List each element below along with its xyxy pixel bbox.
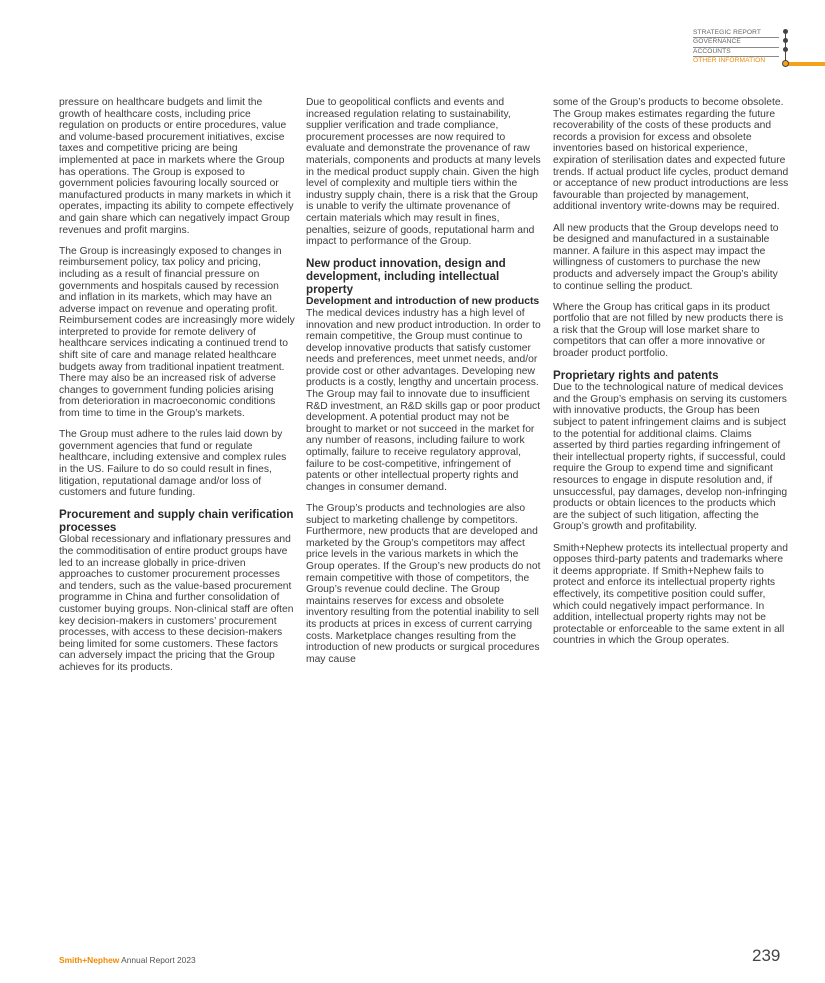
paragraph: some of the Group’s products to become obsolete. The Group makes estimates regarding the future recoverability of the costs of these products and records a provision for excess and obsolete inventories based on historical experience, expiration of sterilisation dates and expected future trends. If actual product life cycles, product demand or acceptance of new product introductions are less favourable than projected by management, additional inventory write-downs may be required. [553,97,789,213]
paragraph: The Group must adhere to the rules laid down by government agencies that fund or regulate healthcare, including extensive and complex rules in the US. Failure to do so could result in fines, litigation, reputational damage and/or loss of customers and future funding. [59,429,287,499]
text-column-3 [553,97,789,657]
paragraph: The medical devices industry has a high level of innovation and new product introduction. In order to remain competitive, the Group must continue to develop innovative products that satisfy customer needs and preferences, meet unmet needs, and/or provide cost or other advantages. Developing new products is a costly, lengthy and uncertain process. The Group may fail to innovate due to insufficient R&D investment, an R&D skills gap or poor product development. A potential product may not be brought to market or not succeed in the market for any number of reasons, including failure to work optimally, failure to receive regulatory approval, failure to be cost-competitive, infringement of patents or other intellectual property rights and changes in consumer demand. [306,307,541,493]
nav-active-marker-icon [782,60,789,67]
footer [59,955,196,965]
paragraph: The Group’s products and technologies are also subject to marketing challenge by competitors. Furthermore, new products that are developed and marketed by the Group’s competitors may affect price levels in the various markets in which the Group operates. If the Group’s new products do not remain competitive with those of competitors, the Group’s revenue could decline. The Group maintains reserves for excess and obsolete inventory resulting from the potential inability to sell its products at prices in excess of current carrying costs. Marketplace changes resulting from the introduction of new products or surgical procedures may cause [306,503,541,665]
paragraph: Global recessionary and inflationary pressures and the commoditisation of entire product groups have led to an increase globally in price-driven approaches to customer procurement processes and tenders, such as the value-based procurement programme in China and further consolidation of customer buying groups. Non-clinical staff are often key decision-makers in customers’ procurement processes, with access to these decision-makers being limited for some customers. These factors can adversely impact the pricing that the Group achieves for its products. [59,534,294,673]
text-column-1 [59,97,295,683]
paragraph: Smith+Nephew protects its intellectual property and opposes third-party patents and trademarks where it deems appropriate. If Smith+Nephew fails to protect and enforce its intellectual property rights effectively, its competitive position could suffer, which could negatively impact performance. In addition, intellectual property rights may not be protectable or enforceable to the same extent in all countries in which the Group operates. [553,542,788,647]
nav-marker-icon [783,29,788,34]
nav-other-information[interactable]: OTHER INFORMATION [693,57,766,65]
section-nav [693,29,825,66]
nav-governance[interactable]: GOVERNANCE [693,38,779,47]
brand-name: Smith+Nephew [59,955,120,965]
section-heading: New product innovation, design and development, including intellectual property [306,257,506,297]
paragraph: Due to the technological nature of medical devices and the Group’s emphasis on serving its customers with innovative products, the Group has been subject to patent infringement claims and is subject to the potential for additional claims. Claims asserted by third parties regarding infringement of their intellectual property rights, if successful, could require the Group to expend time and significant resources to engage in dispute resolution and, if unsuccessful, pay damages, develop non-infringing products or obtain licences to the products which are the subject of such litigation, affecting the Group’s growth and profitability. [553,382,788,533]
section-heading: Proprietary rights and patents [553,369,719,383]
nav-strategic-report[interactable]: STRATEGIC REPORT [693,29,779,38]
report-title: Annual Report 2023 [119,955,196,965]
paragraph: Where the Group has critical gaps in its product portfolio that are not filled by new products there is a risk that the Group will lose market share to competitors that can offer a more innovative or broader product portfolio. [553,301,784,360]
paragraph: Due to geopolitical conflicts and events and increased regulation relating to sustainability, supplier verification and trade compliance, procurement processes are now required to evaluate and demonstrate the provenance of raw materials, components and products at many levels in the medical product supply chain. Given the high level of complexity and multiple tiers within the industry supply chain, there is a risk that the Group is unable to verify the ultimate provenance of certain materials which may result in fines, penalties, seizure of goods, reputational harm and impact to performance of the Group. [306,97,541,248]
paragraph: All new products that the Group develops need to be designed and manufactured in a sustainable manner. A failure in this aspect may impact the willingness of customers to purchase the new products and adversely impact the Group’s ability to continue selling the product. [553,222,779,292]
paragraph: The Group is increasingly exposed to changes in reimbursement policy, tax policy and pricing, including as a result of financial pressure on governments and hospitals caused by recession and inflation in its markets, which may have an adverse impact on revenue and operating profit. Reimbursement codes are increasingly more widely interpreted to provide for remote delivery of healthcare services indicating a continued trend to shift site of care and manage related healthcare budgets away from traditional inpatient treatment. There may also be an increased risk of adverse changes to government funding policies arising from deterioration in macroeconomic conditions from time to time in the Group’s markets. [59,245,295,420]
nav-active-bar [786,62,825,66]
nav-marker-icon [783,47,788,52]
section-heading: Procurement and supply chain verification processes [59,508,294,535]
nav-accounts[interactable]: ACCOUNTS [693,48,779,57]
nav-marker-icon [783,38,788,43]
text-column-2 [306,97,542,675]
page-number: 239 [752,946,781,965]
subsection-heading: Development and introduction of new products [306,296,540,308]
paragraph: pressure on healthcare budgets and limit the growth of healthcare costs, including price regulation on products or entire procedures, value and volume-based procurement initiatives, excise taxes and competitive pricing are being implemented at pace in markets where the Group has operations. The Group is exposed to government policies favouring locally sourced or manufactured products in many markets in which it operates, impacting its ability to compete effectively and gain share which can negatively impact Group revenues and profit margins. [59,97,294,236]
